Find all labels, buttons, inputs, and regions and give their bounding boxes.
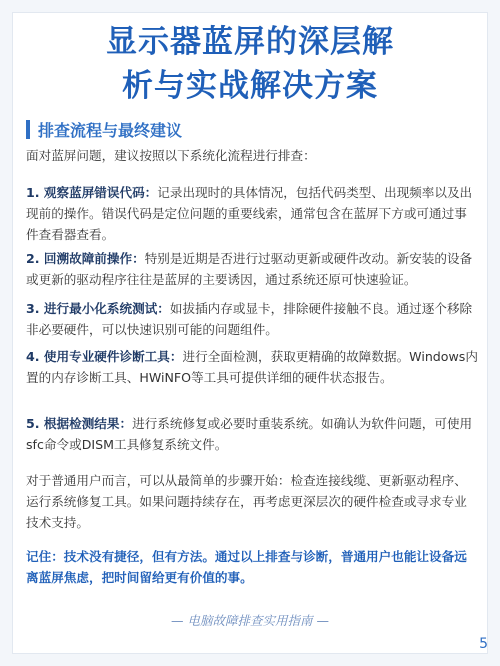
step-1 <box>26 182 478 245</box>
title-line-2: 析与实战解决方案 <box>122 68 378 104</box>
closing-note: 记住：技术没有捷径，但有方法。通过以上排查与诊断，普通用户也能让设备远离蓝屏焦虑，把时间留给更有价值的事。 <box>26 549 467 585</box>
heading-accent-bar <box>26 120 30 139</box>
section-heading <box>26 118 182 140</box>
page-number: 5 <box>479 636 488 652</box>
intro-paragraph: 面对蓝屏问题，建议按照以下系统化流程进行排查： <box>26 148 316 163</box>
step-text: 如拔插内存或显卡，排除硬件接触不良。通过逐个移除非必要硬件，可以快速识别可能的问题组件。 <box>26 301 473 337</box>
step-label: 2. 回溯故障前操作： <box>26 251 145 266</box>
step-5 <box>26 413 478 455</box>
step-text: 进行系统修复或必要时重装系统。如确认为软件问题，可使用sfc命令或DISM工具修复系统文件。 <box>26 416 473 452</box>
step-text: 进行全面检测，获取更精确的故障数据。Windows内置的内存诊断工具、HWiNFO等工具可提供详细的硬件状态报告。 <box>26 349 478 385</box>
step-3 <box>26 298 478 340</box>
section-heading-label: 排查流程与最终建议 <box>38 120 183 140</box>
footer-caption: — 电脑故障排查实用指南 — <box>171 613 329 628</box>
step-label: 3. 进行最小化系统测试： <box>26 301 170 316</box>
step-4 <box>26 346 478 388</box>
step-text: 记录出现时的具体情况，包括代码类型、出现频率以及出现前的操作。错误代码是定位问题的重要线索，通常包含在蓝屏下方或可通过事件查看器查看。 <box>26 185 473 242</box>
step-label: 1. 观察蓝屏错误代码： <box>26 185 158 200</box>
step-2 <box>26 248 478 290</box>
summary-paragraph: 对于普通用户而言，可以从最简单的步骤开始：检查连接线缆、更新驱动程序、运行系统修复工具。如果问题持续存在，再考虑更深层次的硬件检查或寻求专业技术支持。 <box>26 473 467 530</box>
step-label: 5. 根据检测结果： <box>26 416 133 431</box>
step-label: 4. 使用专业硬件诊断工具： <box>26 349 183 364</box>
page-title <box>0 20 500 108</box>
step-text: 特别是近期是否进行过驱动更新或硬件改动。新安装的设备或更新的驱动程序往往是蓝屏的主要诱因，通过系统还原可快速验证。 <box>26 251 473 287</box>
title-line-1: 显示器蓝屏的深层解 <box>106 24 394 60</box>
